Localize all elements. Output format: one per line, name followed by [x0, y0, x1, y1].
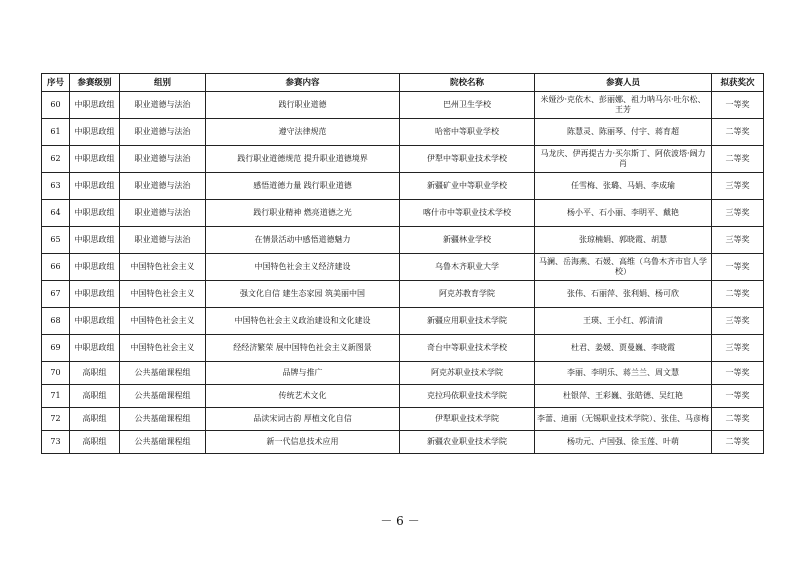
- table-cell-award: 一等奖: [712, 254, 764, 281]
- table-cell-level: 中职思政组: [70, 308, 120, 335]
- table-cell-content: 品牌与推广: [206, 362, 400, 385]
- table-cell-school: 巴州卫生学校: [400, 92, 535, 119]
- table-cell-level: 中职思政组: [70, 200, 120, 227]
- header-cell: 拟获奖次: [712, 74, 764, 92]
- table-cell-award: 二等奖: [712, 431, 764, 454]
- header-cell: 组别: [120, 74, 206, 92]
- table-cell-no: 61: [42, 119, 70, 146]
- table-cell-members: 杨功元、卢国强、徐玉莲、叶萌: [535, 431, 712, 454]
- table-cell-no: 72: [42, 408, 70, 431]
- table-cell-award: 一等奖: [712, 385, 764, 408]
- table-cell-content: 品读宋词古韵 厚植文化自信: [206, 408, 400, 431]
- table-cell-level: 中职思政组: [70, 335, 120, 362]
- table-cell-content: 践行职业道德: [206, 92, 400, 119]
- table-cell-award: 二等奖: [712, 119, 764, 146]
- table-row: [42, 335, 764, 362]
- table-cell-members: 杜银萍、王彩巍、张皓德、吴红艳: [535, 385, 712, 408]
- header-cell: 参赛内容: [206, 74, 400, 92]
- table-row: [42, 200, 764, 227]
- table-cell-members: 马澜、岳海燕、石媛、高维（乌鲁木齐市盲人学校）: [535, 254, 712, 281]
- table-row: [42, 431, 764, 454]
- table-cell-members: 张琼楠娟、郭晓霞、胡慧: [535, 227, 712, 254]
- table-body: [42, 92, 764, 454]
- table-cell-content: 感悟道德力量 践行职业道德: [206, 173, 400, 200]
- table-cell-school: 哈密中等职业学校: [400, 119, 535, 146]
- table-cell-group: 中国特色社会主义: [120, 335, 206, 362]
- table-cell-no: 71: [42, 385, 70, 408]
- table-cell-level: 中职思政组: [70, 119, 120, 146]
- table-cell-award: 一等奖: [712, 92, 764, 119]
- table-cell-members: 马龙庆、伊再提古力·买尔斯丁、阿依波塔·阔力肖: [535, 146, 712, 173]
- table-cell-award: 二等奖: [712, 146, 764, 173]
- table-cell-group: 职业道德与法治: [120, 173, 206, 200]
- table-cell-award: 三等奖: [712, 173, 764, 200]
- table-row: [42, 146, 764, 173]
- table-cell-no: 73: [42, 431, 70, 454]
- header-cell: 参赛人员: [535, 74, 712, 92]
- table-cell-level: 高职组: [70, 408, 120, 431]
- table-row: [42, 408, 764, 431]
- table-cell-group: 公共基础课程组: [120, 408, 206, 431]
- table-cell-members: 米娅沙·克依木、彭丽娜、祖力呐马尔·吐尔松、王芳: [535, 92, 712, 119]
- table-cell-school: 乌鲁木齐职业大学: [400, 254, 535, 281]
- table-cell-award: 一等奖: [712, 362, 764, 385]
- table-cell-group: 公共基础课程组: [120, 362, 206, 385]
- table-cell-award: 二等奖: [712, 281, 764, 308]
- table-cell-content: 传统艺术文化: [206, 385, 400, 408]
- table-cell-group: 职业道德与法治: [120, 92, 206, 119]
- table-row: [42, 308, 764, 335]
- table-cell-level: 高职组: [70, 385, 120, 408]
- table-cell-school: 奇台中等职业技术学校: [400, 335, 535, 362]
- page-number: － 6 －: [380, 514, 420, 528]
- table-cell-content: 中国特色社会主义政治建设和文化建设: [206, 308, 400, 335]
- table-cell-group: 公共基础课程组: [120, 385, 206, 408]
- table-cell-award: 三等奖: [712, 335, 764, 362]
- table-cell-members: 李蕾、迪丽（无锡职业技术学院）、张佳、马彦梅: [535, 408, 712, 431]
- table-row: [42, 254, 764, 281]
- table-cell-content: 经经济繁荣 展中国特色社会主义新图景: [206, 335, 400, 362]
- table-cell-no: 67: [42, 281, 70, 308]
- table-cell-content: 遵守法律规范: [206, 119, 400, 146]
- table-cell-group: 职业道德与法治: [120, 146, 206, 173]
- table-cell-members: 陈慧灵、陈丽琴、付宇、蒋育超: [535, 119, 712, 146]
- table-cell-group: 职业道德与法治: [120, 119, 206, 146]
- table-cell-award: 三等奖: [712, 200, 764, 227]
- table-cell-content: 在情景活动中感悟道德魅力: [206, 227, 400, 254]
- table-cell-no: 60: [42, 92, 70, 119]
- table-header-row: [42, 74, 764, 92]
- table-cell-school: 阿克苏职业技术学院: [400, 362, 535, 385]
- table-cell-school: 喀什市中等职业技术学校: [400, 200, 535, 227]
- table-row: [42, 362, 764, 385]
- table-cell-level: 中职思政组: [70, 227, 120, 254]
- table-cell-content: 践行职业精神 燃亮道德之光: [206, 200, 400, 227]
- table-row: [42, 92, 764, 119]
- table-cell-school: 伊犁职业技术学院: [400, 408, 535, 431]
- table-row: [42, 385, 764, 408]
- table-cell-school: 新疆应用职业技术学院: [400, 308, 535, 335]
- table-cell-school: 伊犁中等职业技术学校: [400, 146, 535, 173]
- table-cell-level: 中职思政组: [70, 92, 120, 119]
- table-cell-group: 职业道德与法治: [120, 227, 206, 254]
- table-cell-members: 杨小平、石小丽、李明平、戴艳: [535, 200, 712, 227]
- table-cell-group: 职业道德与法治: [120, 200, 206, 227]
- table-cell-group: 公共基础课程组: [120, 431, 206, 454]
- table-cell-award: 三等奖: [712, 308, 764, 335]
- table-cell-content: 践行职业道德规范 提升职业道德境界: [206, 146, 400, 173]
- table-cell-school: 新疆农业职业技术学院: [400, 431, 535, 454]
- table-cell-level: 中职思政组: [70, 173, 120, 200]
- table-cell-content: 强文化自信 建生态家园 筑美丽中国: [206, 281, 400, 308]
- table-row: [42, 173, 764, 200]
- table-cell-no: 65: [42, 227, 70, 254]
- table-cell-school: 克拉玛依职业技术学院: [400, 385, 535, 408]
- table-cell-content: 新一代信息技术应用: [206, 431, 400, 454]
- table-cell-award: 二等奖: [712, 408, 764, 431]
- table-cell-no: 63: [42, 173, 70, 200]
- table-cell-level: 高职组: [70, 431, 120, 454]
- table-cell-members: 李丽、李明乐、蒋兰兰、周文慧: [535, 362, 712, 385]
- table-cell-level: 高职组: [70, 362, 120, 385]
- header-cell: 参赛级别: [70, 74, 120, 92]
- table-cell-members: 张伟、石丽萍、张利娟、杨可欣: [535, 281, 712, 308]
- table-cell-no: 68: [42, 308, 70, 335]
- table-cell-members: 王瑛、王小红、郭清清: [535, 308, 712, 335]
- table-cell-school: 阿克苏教育学院: [400, 281, 535, 308]
- header-cell: 院校名称: [400, 74, 535, 92]
- table-cell-group: 中国特色社会主义: [120, 254, 206, 281]
- header-cell: 序号: [42, 74, 70, 92]
- table-cell-members: 杜君、姜媛、贾曼巍、李晓霞: [535, 335, 712, 362]
- table-cell-no: 69: [42, 335, 70, 362]
- table-cell-content: 中国特色社会主义经济建设: [206, 254, 400, 281]
- awards-table: [41, 73, 764, 454]
- table-cell-school: 新疆林业学校: [400, 227, 535, 254]
- table-cell-group: 中国特色社会主义: [120, 281, 206, 308]
- table-cell-no: 70: [42, 362, 70, 385]
- table-cell-level: 中职思政组: [70, 254, 120, 281]
- table-row: [42, 281, 764, 308]
- table-cell-no: 64: [42, 200, 70, 227]
- table-cell-level: 中职思政组: [70, 146, 120, 173]
- table-row: [42, 227, 764, 254]
- table-cell-group: 中国特色社会主义: [120, 308, 206, 335]
- table-cell-school: 新疆矿业中等职业学校: [400, 173, 535, 200]
- table-row: [42, 119, 764, 146]
- table-cell-award: 三等奖: [712, 227, 764, 254]
- table-cell-members: 任雪梅、张璐、马娟、李成瑜: [535, 173, 712, 200]
- table-cell-level: 中职思政组: [70, 281, 120, 308]
- table-cell-no: 66: [42, 254, 70, 281]
- table-cell-no: 62: [42, 146, 70, 173]
